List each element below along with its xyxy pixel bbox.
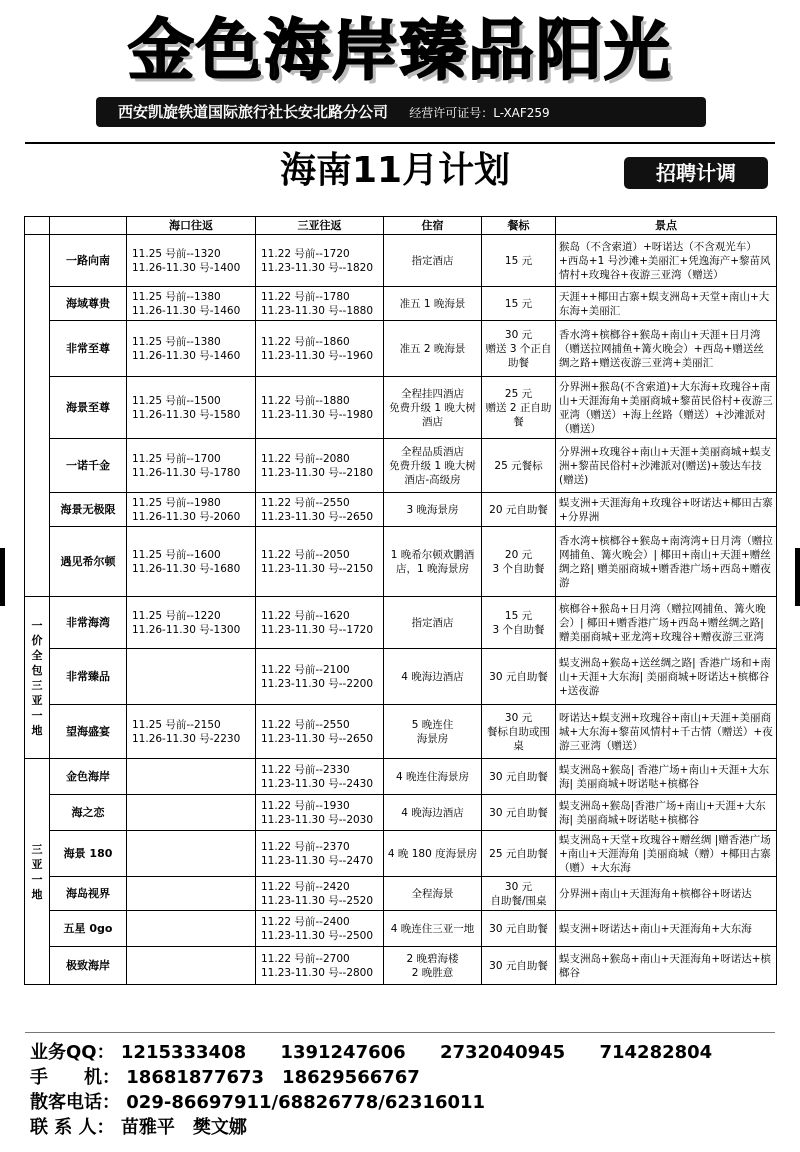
contact-block bbox=[30, 1040, 780, 1140]
sanya-price bbox=[256, 649, 384, 705]
sanya-price bbox=[256, 377, 384, 439]
price-line: 11.22 号前--1880 bbox=[261, 394, 350, 407]
haikou-price bbox=[127, 377, 256, 439]
spots-cell: 槟榔谷+猴岛+日月湾（赠拉网捕鱼、篝火晚会）| 椰田+赠香港广场+西岛+赠丝绸之路| 赠美丽商城+亚龙湾+玫瑰谷+赠夜游三亚湾 bbox=[556, 597, 777, 649]
sanya-price bbox=[256, 527, 384, 597]
price-line: 11.23-11.30 号--2800 bbox=[261, 966, 374, 979]
table-row bbox=[25, 527, 777, 597]
hotel-cell: 3 晚海景房 bbox=[384, 493, 482, 527]
price-line: 11.23-11.30 号--2180 bbox=[261, 466, 374, 479]
route-name: 一诺千金 bbox=[50, 439, 127, 493]
mobile-numbers: 18681877673 18629566767 bbox=[126, 1067, 420, 1088]
footer-divider bbox=[25, 1032, 775, 1033]
price-line: 11.23-11.30 号--1960 bbox=[261, 349, 374, 362]
price-line: 11.22 号前--2100 bbox=[261, 663, 350, 676]
route-name: 海域尊贵 bbox=[50, 287, 127, 321]
haikou-price bbox=[127, 493, 256, 527]
price-line: 11.26-11.30 号-1580 bbox=[132, 408, 241, 421]
route-name: 五星 0go bbox=[50, 911, 127, 947]
hotel-cell: 4 晚 180 度海景房 bbox=[384, 831, 482, 877]
spots-cell: 蜈支洲岛+猴岛+南山+天涯海角+呀诺达+槟榔谷 bbox=[556, 947, 777, 985]
spots-cell: 猴岛（不含索道）+呀诺达（不含观光车）+西岛+1 号沙滩+美丽汇+凭逸海产+黎苗风情村+玫瑰谷+夜游三亚湾（赠送） bbox=[556, 235, 777, 287]
meal-cell: 20 元 3 个自助餐 bbox=[482, 527, 556, 597]
sanya-price bbox=[256, 877, 384, 911]
spots-cell: 香水湾+槟榔谷+猴岛+南山+天涯+日月湾（赠送拉网捕鱼+篝火晚会）+西岛+赠送丝绸之路+赠送夜游三亚湾+美丽汇 bbox=[556, 321, 777, 377]
price-line: 11.25 号前--1500 bbox=[132, 394, 221, 407]
table-row bbox=[25, 649, 777, 705]
meal-cell: 30 元 餐标自助或围桌 bbox=[482, 705, 556, 759]
haikou-price bbox=[127, 795, 256, 831]
table-row bbox=[25, 235, 777, 287]
hotel-cell: 准五 2 晚海景 bbox=[384, 321, 482, 377]
group-text: 一价全包三亚一地 bbox=[31, 618, 43, 737]
column-header bbox=[25, 217, 50, 235]
haikou-price bbox=[127, 439, 256, 493]
header-divider bbox=[25, 142, 775, 144]
price-line: 11.23-11.30 号--1720 bbox=[261, 623, 374, 636]
price-line: 11.23-11.30 号--2650 bbox=[261, 732, 374, 745]
route-name: 金色海岸 bbox=[50, 759, 127, 795]
spots-cell: 分界洲+玫瑰谷+南山+天涯+美丽商城+蜈支洲+黎苗民俗村+沙滩派对(赠送)+骏达车技(赠送) bbox=[556, 439, 777, 493]
qq-label: 业务QQ： bbox=[30, 1042, 115, 1063]
plan-title: 海南11月计划 bbox=[280, 150, 511, 191]
spots-cell: 蜈支洲岛+猴岛| 香港广场+南山+天涯+大东海| 美丽商城+呀诺哒+槟榔谷 bbox=[556, 759, 777, 795]
route-name: 一路向南 bbox=[50, 235, 127, 287]
spots-cell: 香水湾+槟榔谷+猴岛+南湾湾+日月湾（赠拉网捕鱼、篝火晚会）| 椰田+南山+天涯+赠丝绸之路| 赠美丽商城+赠香港广场+西岛+赠夜游 bbox=[556, 527, 777, 597]
price-line: 11.25 号前--1600 bbox=[132, 548, 221, 561]
price-line: 11.22 号前--2550 bbox=[261, 718, 350, 731]
hotel-cell: 全程挂四酒店 免费升级 1 晚大树酒店 bbox=[384, 377, 482, 439]
tel-numbers: 029-86697911/68826778/62316011 bbox=[126, 1092, 486, 1113]
route-name: 非常臻品 bbox=[50, 649, 127, 705]
hotel-cell: 全程品质酒店 免费升级 1 晚大树酒店-高级房 bbox=[384, 439, 482, 493]
price-line: 11.22 号前--2700 bbox=[261, 952, 350, 965]
mobile-label: 手 机： bbox=[30, 1067, 120, 1088]
price-line: 11.26-11.30 号-2060 bbox=[132, 510, 241, 523]
route-name: 非常至尊 bbox=[50, 321, 127, 377]
column-header: 景点 bbox=[556, 217, 777, 235]
table-header-row bbox=[25, 217, 777, 235]
meal-cell: 15 元 bbox=[482, 287, 556, 321]
spots-cell: 蜈支洲岛+猴岛|香港广场+南山+天涯+大东海| 美丽商城+呀诺哒+槟榔谷 bbox=[556, 795, 777, 831]
table-row bbox=[25, 759, 777, 795]
price-line: 11.23-11.30 号--1880 bbox=[261, 304, 374, 317]
price-line: 11.26-11.30 号-1300 bbox=[132, 623, 241, 636]
spots-cell: 天涯++椰田古寨+蜈支洲岛+天堂+南山+大东海+美丽汇 bbox=[556, 287, 777, 321]
price-line: 11.26-11.30 号-1680 bbox=[132, 562, 241, 575]
person-names: 苗雅平 樊文娜 bbox=[120, 1117, 247, 1138]
left-edge-mark bbox=[0, 548, 5, 606]
route-name: 极致海岸 bbox=[50, 947, 127, 985]
price-line: 11.22 号前--1620 bbox=[261, 609, 350, 622]
price-line: 11.23-11.30 号--2520 bbox=[261, 894, 374, 907]
price-line: 11.22 号前--1930 bbox=[261, 799, 350, 812]
qq-number: 1215333408 bbox=[120, 1042, 247, 1063]
sanya-price bbox=[256, 235, 384, 287]
haikou-price bbox=[127, 597, 256, 649]
route-name: 海景无极限 bbox=[50, 493, 127, 527]
sanya-price bbox=[256, 831, 384, 877]
price-line: 11.23-11.30 号--2430 bbox=[261, 777, 374, 790]
page-title: 金色海岸臻品阳光 bbox=[128, 12, 672, 89]
spots-cell: 蜈支洲岛+天堂+玫瑰谷+赠丝绸 |赠香港广场+南山+天涯海角 |美丽商城（赠）+椰田古寨（赠）+大东海 bbox=[556, 831, 777, 877]
price-line: 11.25 号前--1380 bbox=[132, 290, 221, 303]
group-label bbox=[25, 597, 50, 759]
recruit-badge: 招聘计调 bbox=[624, 157, 768, 189]
price-line: 11.25 号前--1320 bbox=[132, 247, 221, 260]
column-header: 餐标 bbox=[482, 217, 556, 235]
haikou-price bbox=[127, 649, 256, 705]
table-row bbox=[25, 911, 777, 947]
spots-cell: 分界洲+南山+天涯海角+槟榔谷+呀诺达 bbox=[556, 877, 777, 911]
column-header bbox=[50, 217, 127, 235]
price-line: 11.22 号前--2400 bbox=[261, 915, 350, 928]
sanya-price bbox=[256, 287, 384, 321]
hotel-cell: 4 晚连住海景房 bbox=[384, 759, 482, 795]
column-header: 三亚往返 bbox=[256, 217, 384, 235]
price-line: 11.22 号前--1780 bbox=[261, 290, 350, 303]
table-row bbox=[25, 287, 777, 321]
price-line: 11.22 号前--2550 bbox=[261, 496, 350, 509]
license-number: 经营许可证号：L-XAF259 bbox=[409, 106, 550, 120]
table-row bbox=[25, 439, 777, 493]
person-row bbox=[30, 1115, 780, 1140]
hotel-cell: 4 晚海边酒店 bbox=[384, 649, 482, 705]
column-header: 海口往返 bbox=[127, 217, 256, 235]
table-row bbox=[25, 795, 777, 831]
hotel-cell: 指定酒店 bbox=[384, 235, 482, 287]
group-text: 三亚一地 bbox=[31, 842, 43, 901]
haikou-price bbox=[127, 911, 256, 947]
price-line: 11.25 号前--1220 bbox=[132, 609, 221, 622]
price-line: 11.22 号前--1860 bbox=[261, 335, 350, 348]
itinerary-table bbox=[24, 216, 777, 985]
table-row bbox=[25, 377, 777, 439]
haikou-price bbox=[127, 235, 256, 287]
price-line: 11.26-11.30 号-1400 bbox=[132, 261, 241, 274]
route-name: 望海盛宴 bbox=[50, 705, 127, 759]
haikou-price bbox=[127, 831, 256, 877]
haikou-price bbox=[127, 947, 256, 985]
qq-number: 2732040945 bbox=[439, 1042, 566, 1063]
route-name: 海景至尊 bbox=[50, 377, 127, 439]
sanya-price bbox=[256, 911, 384, 947]
price-line: 11.22 号前--2050 bbox=[261, 548, 350, 561]
price-line: 11.23-11.30 号--2470 bbox=[261, 854, 374, 867]
table-row bbox=[25, 831, 777, 877]
table-row bbox=[25, 705, 777, 759]
group-label bbox=[25, 235, 50, 597]
haikou-price bbox=[127, 877, 256, 911]
agency-banner bbox=[96, 97, 706, 127]
route-name: 海岛视界 bbox=[50, 877, 127, 911]
meal-cell: 15 元 3 个自助餐 bbox=[482, 597, 556, 649]
tel-label: 散客电话： bbox=[30, 1092, 120, 1113]
price-line: 11.25 号前--2150 bbox=[132, 718, 221, 731]
table-row bbox=[25, 597, 777, 649]
table-row bbox=[25, 947, 777, 985]
route-name: 非常海湾 bbox=[50, 597, 127, 649]
hotel-cell: 全程海景 bbox=[384, 877, 482, 911]
meal-cell: 30 元自助餐 bbox=[482, 649, 556, 705]
meal-cell: 30 元 赠送 3 个正自助餐 bbox=[482, 321, 556, 377]
meal-cell: 20 元自助餐 bbox=[482, 493, 556, 527]
meal-cell: 25 元自助餐 bbox=[482, 831, 556, 877]
table-row bbox=[25, 493, 777, 527]
sanya-price bbox=[256, 759, 384, 795]
haikou-price bbox=[127, 287, 256, 321]
meal-cell: 15 元 bbox=[482, 235, 556, 287]
hotel-cell: 4 晚连住三亚一地 bbox=[384, 911, 482, 947]
meal-cell: 30 元自助餐 bbox=[482, 911, 556, 947]
price-line: 11.26-11.30 号-1780 bbox=[132, 466, 241, 479]
meal-cell: 30 元自助餐 bbox=[482, 759, 556, 795]
price-line: 11.23-11.30 号--2500 bbox=[261, 929, 374, 942]
route-name: 遇见希尔顿 bbox=[50, 527, 127, 597]
haikou-price bbox=[127, 321, 256, 377]
mobile-row bbox=[30, 1065, 780, 1090]
hotel-cell: 指定酒店 bbox=[384, 597, 482, 649]
hotel-cell: 5 晚连住 海景房 bbox=[384, 705, 482, 759]
meal-cell: 30 元自助餐 bbox=[482, 947, 556, 985]
price-line: 11.22 号前--2080 bbox=[261, 452, 350, 465]
spots-cell: 蜈支洲+天涯海角+玫瑰谷+呀诺达+椰田古寨+分界洲 bbox=[556, 493, 777, 527]
tel-row bbox=[30, 1090, 780, 1115]
qq-number: 714282804 bbox=[599, 1042, 713, 1063]
price-line: 11.22 号前--1720 bbox=[261, 247, 350, 260]
price-line: 11.22 号前--2330 bbox=[261, 763, 350, 776]
price-line: 11.22 号前--2370 bbox=[261, 840, 350, 853]
column-header: 住宿 bbox=[384, 217, 482, 235]
price-line: 11.23-11.30 号--1820 bbox=[261, 261, 374, 274]
price-line: 11.26-11.30 号-1460 bbox=[132, 304, 241, 317]
sanya-price bbox=[256, 321, 384, 377]
sanya-price bbox=[256, 493, 384, 527]
price-line: 11.25 号前--1380 bbox=[132, 335, 221, 348]
sanya-price bbox=[256, 705, 384, 759]
price-line: 11.22 号前--2420 bbox=[261, 880, 350, 893]
price-line: 11.25 号前--1700 bbox=[132, 452, 221, 465]
spots-cell: 呀诺达+蜈支洲+玫瑰谷+南山+天涯+美丽商城+大东海+黎苗风情村+千古情（赠送）+夜游三亚湾（赠送） bbox=[556, 705, 777, 759]
group-label bbox=[25, 759, 50, 985]
sanya-price bbox=[256, 795, 384, 831]
haikou-price bbox=[127, 759, 256, 795]
price-line: 11.25 号前--1980 bbox=[132, 496, 221, 509]
route-name: 海之恋 bbox=[50, 795, 127, 831]
sanya-price bbox=[256, 597, 384, 649]
meal-cell: 25 元餐标 bbox=[482, 439, 556, 493]
right-edge-mark bbox=[795, 548, 800, 606]
spots-cell: 蜈支洲岛+猴岛+送丝绸之路| 香港广场和+南山+天涯+大东海| 美丽商城+呀诺达+槟榔谷+送夜游 bbox=[556, 649, 777, 705]
person-label: 联 系 人： bbox=[30, 1117, 115, 1138]
hotel-cell: 1 晚希尔顿欢鹏酒店，1 晚海景房 bbox=[384, 527, 482, 597]
spots-cell: 蜈支洲+呀诺达+南山+天涯海角+大东海 bbox=[556, 911, 777, 947]
price-line: 11.23-11.30 号--2150 bbox=[261, 562, 374, 575]
qq-row bbox=[30, 1040, 780, 1065]
hotel-cell: 4 晚海边酒店 bbox=[384, 795, 482, 831]
meal-cell: 25 元 赠送 2 正自助餐 bbox=[482, 377, 556, 439]
qq-number: 1391247606 bbox=[280, 1042, 406, 1063]
table-row bbox=[25, 877, 777, 911]
price-line: 11.23-11.30 号--2200 bbox=[261, 677, 374, 690]
table-row bbox=[25, 321, 777, 377]
price-line: 11.23-11.30 号--2030 bbox=[261, 813, 374, 826]
route-name: 海景 180 bbox=[50, 831, 127, 877]
price-line: 11.26-11.30 号-1460 bbox=[132, 349, 241, 362]
hotel-cell: 准五 1 晚海景 bbox=[384, 287, 482, 321]
sanya-price bbox=[256, 439, 384, 493]
meal-cell: 30 元 自助餐/围桌 bbox=[482, 877, 556, 911]
meal-cell: 30 元自助餐 bbox=[482, 795, 556, 831]
sanya-price bbox=[256, 947, 384, 985]
spots-cell: 分界洲+猴岛(不含索道)+大东海+玫瑰谷+南山+天涯海角+美丽商城+黎苗民俗村+夜游三亚湾（赠送）+海上丝路（赠送）+沙滩派对（赠送） bbox=[556, 377, 777, 439]
agency-name: 西安凯旋铁道国际旅行社长安北路分公司 bbox=[118, 103, 389, 121]
haikou-price bbox=[127, 527, 256, 597]
price-line: 11.26-11.30 号-2230 bbox=[132, 732, 241, 745]
price-line: 11.23-11.30 号--1980 bbox=[261, 408, 374, 421]
haikou-price bbox=[127, 705, 256, 759]
price-line: 11.23-11.30 号--2650 bbox=[261, 510, 374, 523]
hotel-cell: 2 晚碧海楼 2 晚胜意 bbox=[384, 947, 482, 985]
